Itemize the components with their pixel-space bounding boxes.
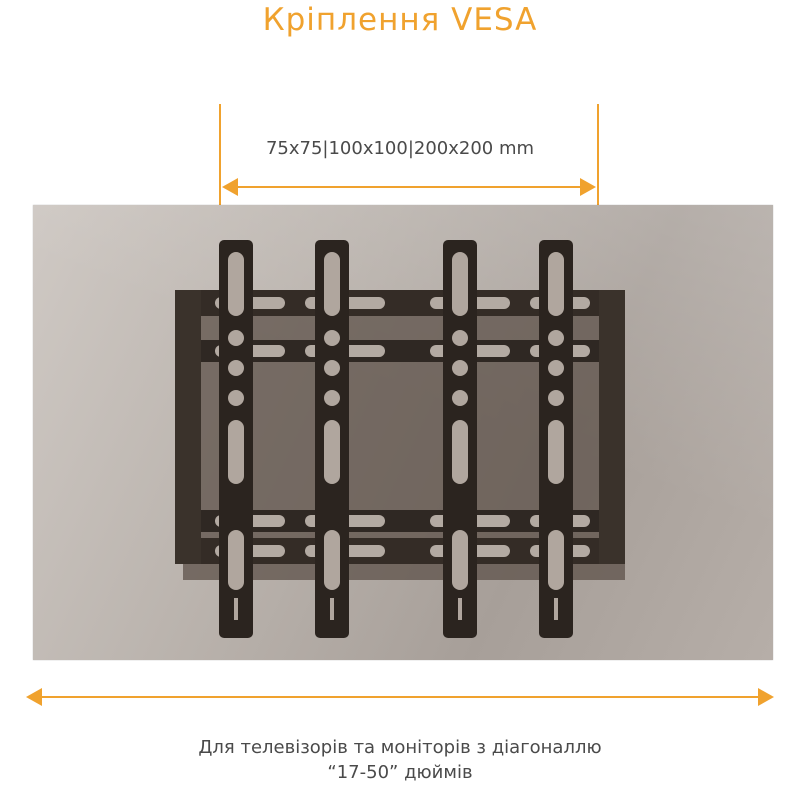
rail-slot bbox=[452, 252, 468, 316]
rail-slot bbox=[452, 420, 468, 484]
page-title: Кріплення VESA bbox=[262, 2, 538, 38]
rail-slot bbox=[548, 420, 564, 484]
rail-hole bbox=[548, 390, 564, 406]
mounting-rail-3 bbox=[443, 240, 477, 638]
rail-hole bbox=[548, 360, 564, 376]
rail-slot bbox=[548, 252, 564, 316]
rail-slot bbox=[228, 420, 244, 484]
rail-slot bbox=[452, 530, 468, 590]
arrow-right-icon bbox=[580, 178, 596, 196]
rail-hole bbox=[228, 330, 244, 346]
bracket-frame-left bbox=[175, 290, 201, 564]
mounting-rail-4 bbox=[539, 240, 573, 638]
rail-notch bbox=[458, 598, 462, 620]
rail-notch bbox=[330, 598, 334, 620]
wall-mount-bracket bbox=[175, 240, 625, 640]
rail-slot bbox=[228, 252, 244, 316]
rail-notch bbox=[554, 598, 558, 620]
rail-slot bbox=[548, 530, 564, 590]
rail-hole bbox=[452, 390, 468, 406]
caption-line-2: “17-50” дюймів bbox=[327, 762, 473, 783]
rail-hole bbox=[228, 390, 244, 406]
mounting-rail-1 bbox=[219, 240, 253, 638]
rail-hole bbox=[324, 390, 340, 406]
rail-notch bbox=[234, 598, 238, 620]
rail-slot bbox=[324, 252, 340, 316]
rail-hole bbox=[324, 360, 340, 376]
bracket-frame-right bbox=[599, 290, 625, 564]
rail-slot bbox=[324, 420, 340, 484]
mounting-rail-2 bbox=[315, 240, 349, 638]
arrow-left-icon bbox=[222, 178, 238, 196]
rail-hole bbox=[324, 330, 340, 346]
vesa-width-arrow-line bbox=[228, 186, 588, 188]
rail-slot bbox=[324, 530, 340, 590]
arrow-right-icon bbox=[758, 688, 774, 706]
screen-width-arrow-line bbox=[42, 696, 760, 698]
arrow-left-icon bbox=[26, 688, 42, 706]
rail-hole bbox=[452, 330, 468, 346]
caption-line-1: Для телевізорів та моніторів з діагоналлю bbox=[198, 737, 602, 758]
rail-hole bbox=[452, 360, 468, 376]
rail-hole bbox=[228, 360, 244, 376]
rail-slot bbox=[228, 530, 244, 590]
vesa-dimension-label: 75x75|100x100|200x200 mm bbox=[265, 138, 535, 159]
diagram-caption bbox=[0, 735, 800, 785]
rail-hole bbox=[548, 330, 564, 346]
